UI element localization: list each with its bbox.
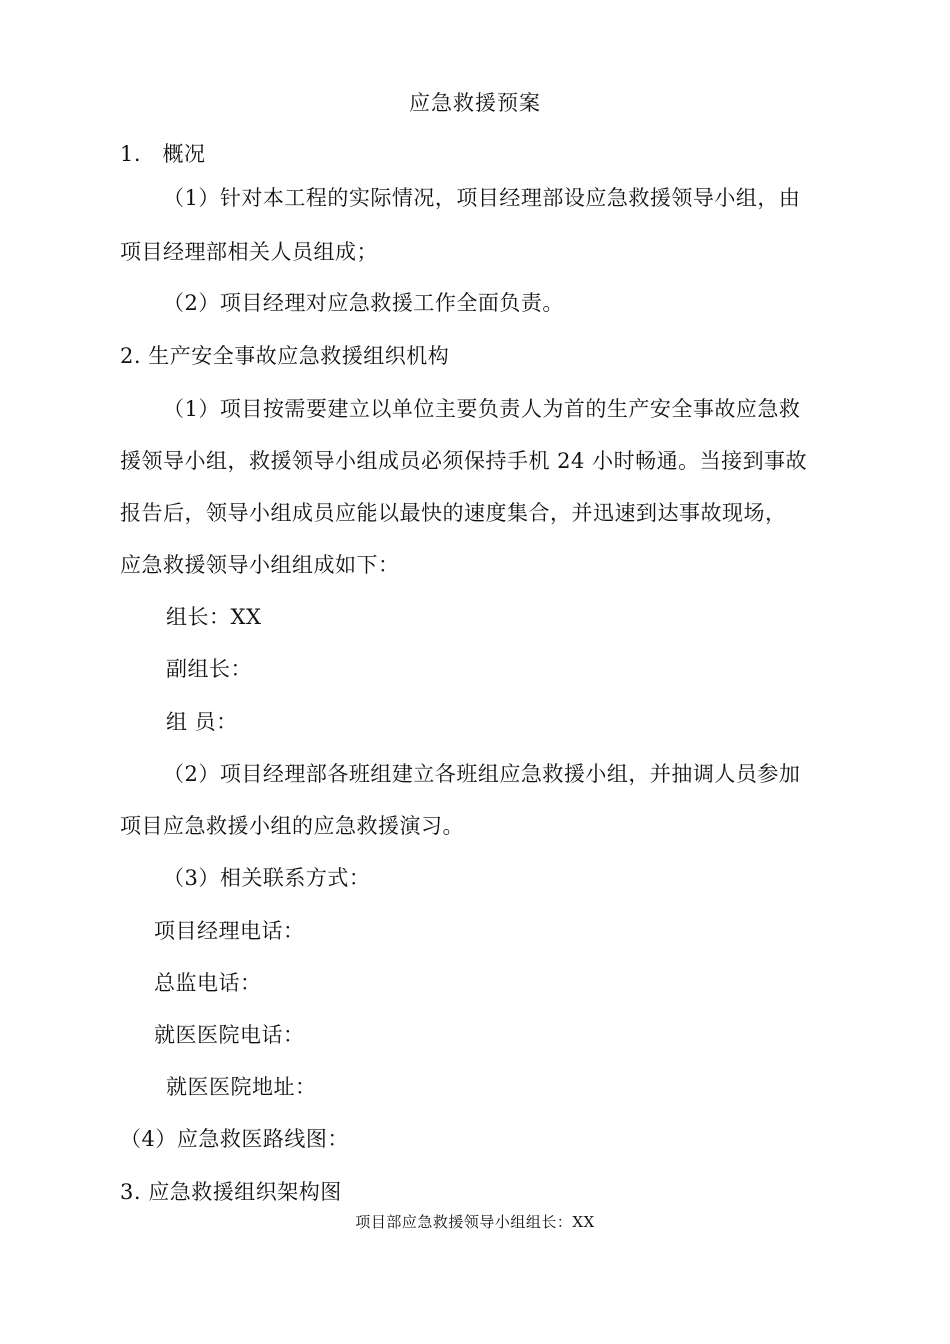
contact-hospital-phone: 就医医院电话： <box>154 1023 305 1047</box>
route-map-line: （4）应急救医路线图： <box>120 1127 349 1151</box>
paragraph-line: （1）针对本工程的实际情况，项目经理部设应急救援领导小组，由 <box>163 186 801 210</box>
heading-overview: 1. 概况 <box>120 142 206 166</box>
paragraph-line: 项目应急救援小组的应急救援演习。 <box>120 814 464 838</box>
paragraph-line: 应急救援领导小组组成如下： <box>120 553 400 577</box>
members-line: 组 员： <box>166 710 238 734</box>
contacts-heading: （3）相关联系方式： <box>163 866 371 890</box>
paragraph-line: （1）项目按需要建立以单位主要负责人为首的生产安全事故应急救 <box>163 397 801 421</box>
paragraph-line: 援领导小组，救援领导小组成员必须保持手机 24 小时畅通。当接到事故 <box>120 449 808 473</box>
org-chart-leader-box: 项目部应急救援领导小组组长：XX <box>355 1213 595 1231</box>
paragraph-line: 报告后，领导小组成员应能以最快的速度集合，并迅速到达事故现场， <box>120 501 787 525</box>
heading-organization: 2. 生产安全事故应急救援组织机构 <box>120 344 450 368</box>
document-title: 应急救援预案 <box>409 91 541 115</box>
deputy-leader-line: 副组长： <box>166 657 252 681</box>
contact-supervisor-phone: 总监电话： <box>154 971 262 995</box>
contact-pm-phone: 项目经理电话： <box>154 919 305 943</box>
contact-hospital-address: 就医医院地址： <box>166 1075 317 1099</box>
paragraph-line: 项目经理部相关人员组成； <box>120 240 378 264</box>
paragraph-line: （2）项目经理对应急救援工作全面负责。 <box>163 291 564 315</box>
paragraph-line: （2）项目经理部各班组建立各班组应急救援小组，并抽调人员参加 <box>163 762 801 786</box>
heading-org-chart: 3. 应急救援组织架构图 <box>120 1180 342 1204</box>
leader-line: 组长：XX <box>166 605 262 629</box>
